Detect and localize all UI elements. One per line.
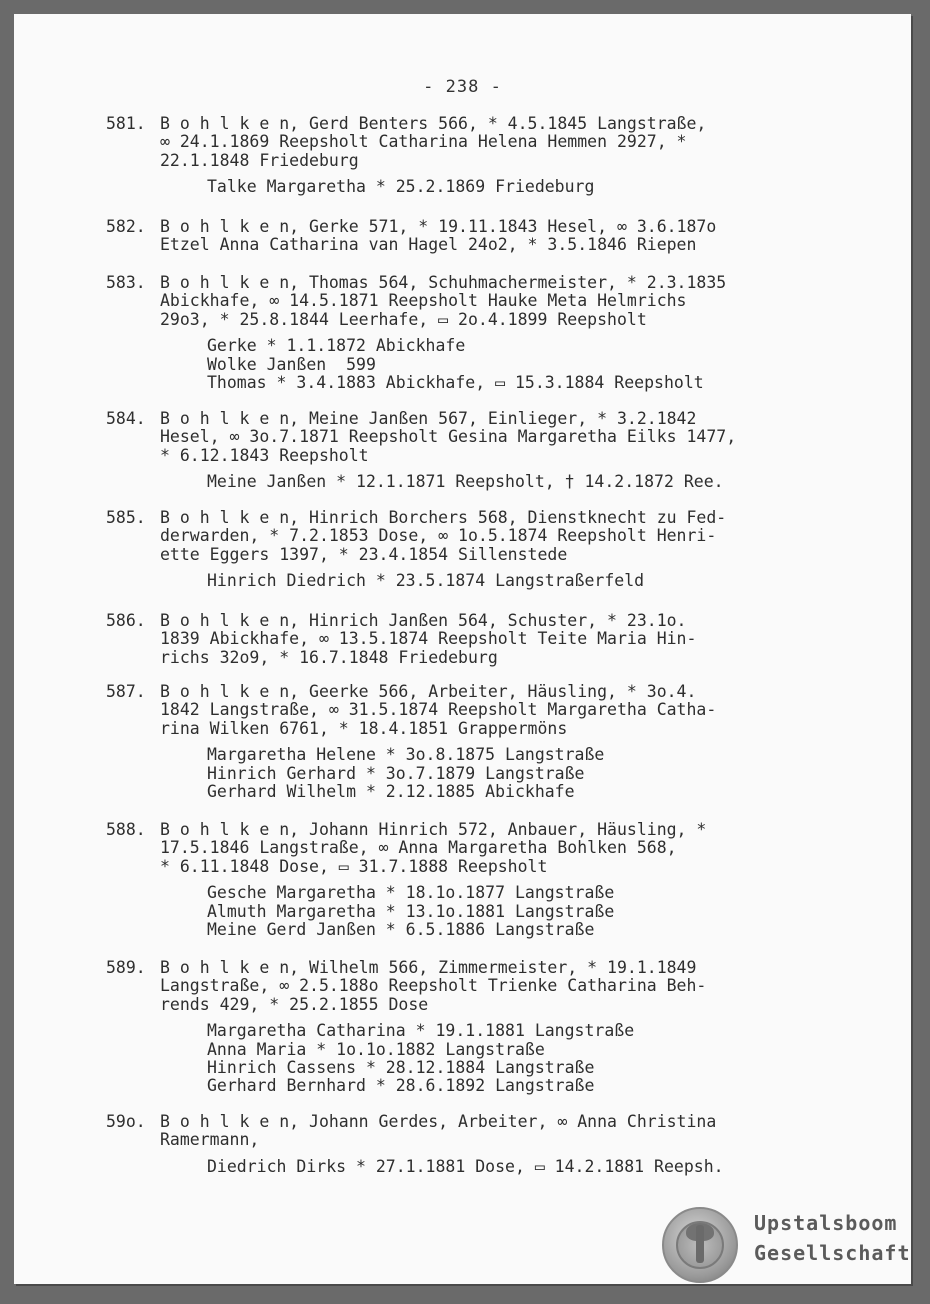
children-list <box>207 337 826 392</box>
entry-line: Ramermann, <box>160 1130 260 1150</box>
entry <box>106 509 826 591</box>
child-line: Anna Maria * 1o.1o.1882 Langstraße <box>207 1039 545 1059</box>
entry-line: ∞ 24.1.1869 Reepsholt Catharina Helena Hemmen 2927, * <box>160 132 687 152</box>
entry-text <box>160 683 826 738</box>
entry-number: 581. <box>106 114 146 133</box>
entry <box>106 1113 826 1176</box>
children-list <box>207 1022 826 1096</box>
child-line: Talke Margaretha * 25.2.1869 Friedeburg <box>207 177 595 197</box>
entry-text <box>160 1113 826 1150</box>
entry-line: B o h l k e n, Hinrich Borchers 568, Dienstknecht zu Fed- <box>160 508 727 527</box>
child-line: Gerhard Bernhard * 28.6.1892 Langstraße <box>207 1076 595 1096</box>
entry-line: Etzel Anna Catharina van Hagel 24o2, * 3.5.1846 Riepen <box>160 235 697 255</box>
children-list <box>207 884 826 939</box>
entry-line: B o h l k e n, Johann Gerdes, Arbeiter, ∞ Anna Christina <box>160 1112 717 1131</box>
entry <box>106 959 826 1096</box>
children-list <box>207 473 826 491</box>
entry-line: * 6.11.1848 Dose, ▭ 31.7.1888 Reepsholt <box>160 856 548 876</box>
tree-trunk-icon <box>696 1225 704 1263</box>
entry-text <box>160 509 826 564</box>
seal-icon <box>662 1207 738 1283</box>
logo-line-1: Upstalsboom <box>754 1211 898 1235</box>
child-line: Margaretha Helene * 3o.8.1875 Langstraße <box>207 745 605 765</box>
children-list <box>207 1158 826 1176</box>
entry-line: Abickhafe, ∞ 14.5.1871 Reepsholt Hauke Meta Helmrichs <box>160 291 687 311</box>
entry-line: derwarden, * 7.2.1853 Dose, ∞ 1o.5.1874 Reepsholt Henri- <box>160 526 717 546</box>
entry <box>106 274 826 392</box>
entry-text <box>160 821 826 876</box>
entry-line: * 6.12.1843 Reepsholt <box>160 445 369 465</box>
children-list <box>207 178 826 196</box>
child-line: Gesche Margaretha * 18.1o.1877 Langstraße <box>207 883 615 903</box>
child-line: Hinrich Cassens * 28.12.1884 Langstraße <box>207 1058 595 1078</box>
entry-line: Hesel, ∞ 3o.7.1871 Reepsholt Gesina Margaretha Eilks 1477, <box>160 427 737 447</box>
entry <box>106 218 826 255</box>
entry-line: 1842 Langstraße, ∞ 31.5.1874 Reepsholt Margaretha Catha- <box>160 700 717 720</box>
entry-number: 585. <box>106 508 146 527</box>
entry-number: 582. <box>106 217 146 236</box>
entry-text <box>160 959 826 1014</box>
child-line: Diedrich Dirks * 27.1.1881 Dose, ▭ 14.2.1881 Reepsh. <box>207 1156 724 1176</box>
child-line: Margaretha Catharina * 19.1.1881 Langstraße <box>207 1021 635 1041</box>
entry <box>106 683 826 801</box>
entry-text <box>160 274 826 329</box>
society-logo <box>662 1207 918 1287</box>
entry-line: B o h l k e n, Gerke 571, * 19.11.1843 Hesel, ∞ 3.6.187o <box>160 217 717 236</box>
entry-text <box>160 115 826 170</box>
entry-number: 583. <box>106 273 146 292</box>
child-line: Meine Janßen * 12.1.1871 Reepsholt, † 14.2.1872 Ree. <box>207 472 724 492</box>
page-number: - 238 - <box>423 77 502 97</box>
child-line: Meine Gerd Janßen * 6.5.1886 Langstraße <box>207 920 595 940</box>
child-line: Almuth Margaretha * 13.1o.1881 Langstraße <box>207 901 615 921</box>
entry-line: 1839 Abickhafe, ∞ 13.5.1874 Reepsholt Teite Maria Hin- <box>160 629 697 649</box>
entry-text <box>160 218 826 255</box>
entry-number: 586. <box>106 611 146 630</box>
child-line: Thomas * 3.4.1883 Abickhafe, ▭ 15.3.1884 Reepsholt <box>207 373 704 393</box>
entry-line: 29o3, * 25.8.1844 Leerhafe, ▭ 2o.4.1899 Reepsholt <box>160 309 647 329</box>
entry <box>106 410 826 492</box>
entry-line: 22.1.1848 Friedeburg <box>160 150 359 170</box>
document-page <box>14 14 911 1284</box>
entry-line: rends 429, * 25.2.1855 Dose <box>160 994 429 1014</box>
children-list <box>207 746 826 801</box>
entry-line: B o h l k e n, Thomas 564, Schuhmachermeister, * 2.3.1835 <box>160 273 727 292</box>
entry-line: Langstraße, ∞ 2.5.188o Reepsholt Trienke Catharina Beh- <box>160 976 707 996</box>
entry-line: ette Eggers 1397, * 23.4.1854 Sillenstede <box>160 544 568 564</box>
logo-line-2: Gesellschaft <box>754 1241 911 1265</box>
entry-number: 588. <box>106 820 146 839</box>
entry-line: B o h l k e n, Gerd Benters 566, * 4.5.1845 Langstraße, <box>160 114 707 133</box>
entry-line: B o h l k e n, Johann Hinrich 572, Anbauer, Häusling, * <box>160 820 707 839</box>
entry-text <box>160 612 826 667</box>
children-list <box>207 572 826 590</box>
entry-line: 17.5.1846 Langstraße, ∞ Anna Margaretha Bohlken 568, <box>160 838 677 858</box>
entry-line: richs 32o9, * 16.7.1848 Friedeburg <box>160 647 498 667</box>
child-line: Wolke Janßen 599 <box>207 354 376 374</box>
entry-number: 589. <box>106 958 146 977</box>
entry-line: B o h l k e n, Hinrich Janßen 564, Schuster, * 23.1o. <box>160 611 687 630</box>
child-line: Hinrich Gerhard * 3o.7.1879 Langstraße <box>207 763 585 783</box>
entry <box>106 612 826 667</box>
entry-number: 59o. <box>106 1112 146 1131</box>
entry <box>106 115 826 197</box>
child-line: Gerhard Wilhelm * 2.12.1885 Abickhafe <box>207 782 575 802</box>
child-line: Hinrich Diedrich * 23.5.1874 Langstraßerfeld <box>207 571 645 591</box>
entry-number: 587. <box>106 682 146 701</box>
child-line: Gerke * 1.1.1872 Abickhafe <box>207 336 466 356</box>
entry <box>106 821 826 939</box>
entry-number: 584. <box>106 409 146 428</box>
entry-line: B o h l k e n, Meine Janßen 567, Einlieger, * 3.2.1842 <box>160 409 697 428</box>
entry-line: rina Wilken 6761, * 18.4.1851 Grappermöns <box>160 718 568 738</box>
entry-line: B o h l k e n, Geerke 566, Arbeiter, Häusling, * 3o.4. <box>160 682 697 701</box>
entry-line: B o h l k e n, Wilhelm 566, Zimmermeister, * 19.1.1849 <box>160 958 697 977</box>
entry-text <box>160 410 826 465</box>
